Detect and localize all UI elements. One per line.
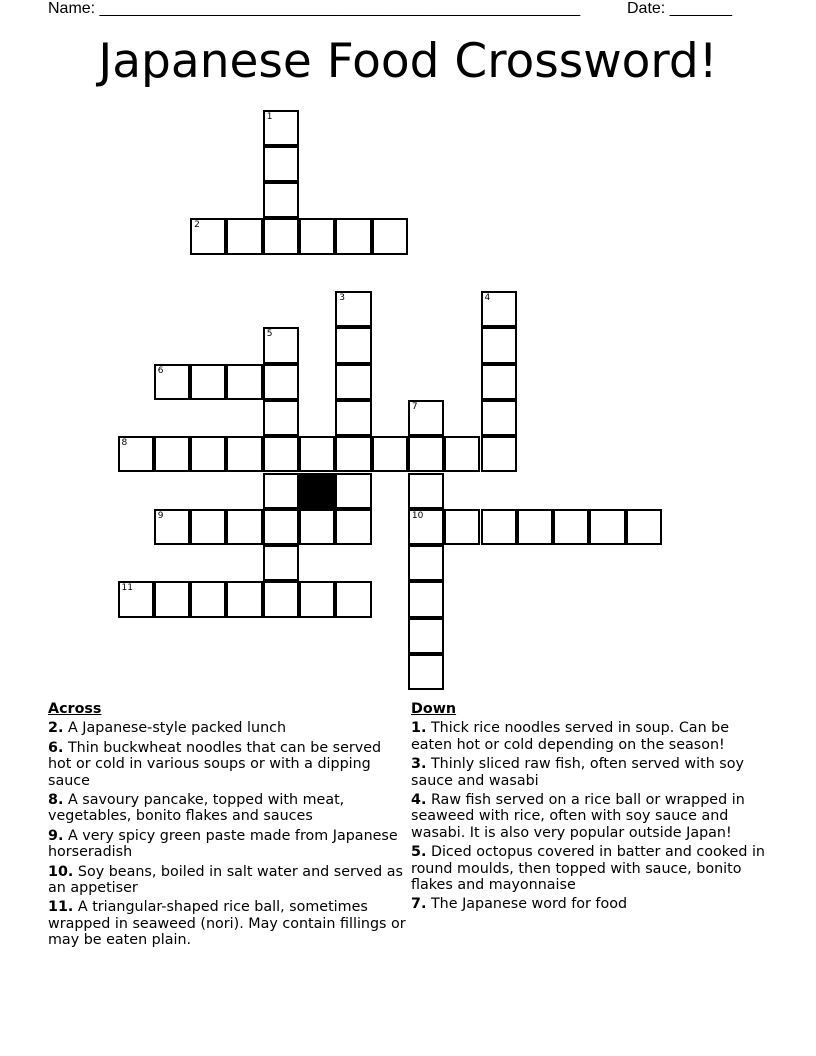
clue-number: 4 [484,293,491,303]
clue-across-11: 11. A triangular-shaped rice ball, sometimes wrapped in seaweed (nori). May contain fillings or may be eaten plain. [48,899,406,949]
clue-number: 1 [266,111,273,122]
crossword-cell[interactable] [335,364,371,400]
crossword-cell[interactable] [226,436,262,472]
clue-across-2: 2. A Japanese-style packed lunch [48,720,287,737]
page-title: Japanese Food Crossword! [98,34,718,89]
crossword-cell[interactable] [263,400,299,436]
across-clues [48,701,408,952]
clue-number: 9 [157,510,164,521]
crossword-cell[interactable] [481,509,517,545]
across-heading: Across [48,701,102,717]
down-heading: Down [411,701,457,717]
clue-number: 11 [121,583,133,594]
crossword-cell[interactable] [408,581,444,617]
crossword-cell[interactable] [190,581,226,617]
clue-down-5: 5. Diced octopus covered in batter and cooked in round moulds, then topped with sauce, bonito flakes and mayonnaise [411,844,765,894]
crossword-cell[interactable] [299,436,335,472]
crossword-cell[interactable] [263,545,299,581]
crossword-cell[interactable] [335,509,371,545]
clue-across-10: 10. Soy beans, boiled in salt water and served as an appetiser [48,863,403,897]
clue-across-6: 6. Thin buckwheat noodles that can be served hot or cold in various soups or with a dipping sauce [48,739,382,789]
crossword-cell[interactable] [481,291,517,327]
crossword-cell[interactable] [263,364,299,400]
crossword-cell[interactable] [335,327,371,363]
crossword-cell[interactable] [190,218,226,254]
crossword-cell[interactable] [263,436,299,472]
crossword-cell[interactable] [154,509,190,545]
crossword-cell[interactable] [626,509,662,545]
crossword-cell[interactable] [335,581,371,617]
crossword-cell[interactable] [263,327,299,363]
crossword-cell[interactable] [190,509,226,545]
clue-number: 3 [339,293,346,303]
crossword-cell[interactable] [335,436,371,472]
crossword-cell[interactable] [408,545,444,581]
crossword-cell[interactable] [408,473,444,509]
crossword-cell[interactable] [263,110,299,146]
crossword-cell[interactable] [263,146,299,182]
crossword-cell[interactable] [226,581,262,617]
crossword-cell[interactable] [481,400,517,436]
clue-across-9: 9. A very spicy green paste made from Japanese horseradish [48,827,398,861]
crossword-cell[interactable] [408,654,444,690]
crossword-cell[interactable] [299,509,335,545]
crossword-cell[interactable] [299,218,335,254]
crossword-cell[interactable] [226,218,262,254]
clue-down-4: 4. Raw fish served on a rice ball or wrapped in seaweed with rice, often with soy sauce and wasabi. It is also very popular outside Japan! [411,792,745,841]
crossword-cell[interactable] [408,509,444,545]
crossword-cell[interactable] [154,364,190,400]
crossword-cell[interactable] [190,364,226,400]
clue-number: 5 [266,329,273,340]
clue-across-8: 8. A savoury pancake, topped with meat, vegetables, bonito flakes and sauces [48,792,345,825]
clue-down-1: 1. Thick rice noodles served in soup. Can be eaten hot or cold depending on the season! [411,720,730,753]
crossword-cell[interactable] [226,509,262,545]
date-line[interactable]: Date: _______ [627,0,732,17]
crossword-cell[interactable] [335,291,371,327]
crossword-cell[interactable] [263,509,299,545]
crossword-cell[interactable] [517,509,553,545]
crossword-cell[interactable] [335,400,371,436]
crossword-cell[interactable] [481,436,517,472]
crossword-cell[interactable] [263,182,299,218]
crossword-cell[interactable] [444,509,480,545]
crossword-cell[interactable] [154,436,190,472]
crossword-cell[interactable] [408,436,444,472]
crossword-cell[interactable] [154,581,190,617]
crossword-cell[interactable] [408,618,444,654]
clue-number: 8 [121,438,128,449]
crossword-cell[interactable] [263,473,299,509]
black-cell [299,473,335,509]
crossword-cell[interactable] [226,364,262,400]
crossword-cell[interactable] [481,364,517,400]
crossword-cell[interactable] [118,581,154,617]
crossword-cell[interactable] [372,436,408,472]
clue-number: 10 [411,510,424,521]
clue-number: 2 [194,220,200,231]
crossword-cell[interactable] [118,436,154,472]
crossword-cell[interactable] [553,509,589,545]
crossword-cell[interactable] [299,581,335,617]
crossword-cell[interactable] [408,400,444,436]
name-line[interactable]: Name: ______________________________________________________ [48,0,581,17]
clue-number: 6 [157,365,164,376]
crossword-cell[interactable] [372,218,408,254]
clue-number: 7 [411,401,418,412]
crossword-cell[interactable] [444,436,480,472]
crossword-cell[interactable] [335,473,371,509]
crossword-cell[interactable] [263,581,299,617]
crossword-cell[interactable] [190,436,226,472]
clue-down-3: 3. Thinly sliced raw fish, often served with soy sauce and wasabi [411,756,744,789]
crossword-cell[interactable] [263,218,299,254]
crossword-cell[interactable] [589,509,625,545]
crossword-cell[interactable] [481,327,517,363]
clue-down-7: 7. The Japanese word for food [411,896,628,913]
down-clues [411,701,771,916]
crossword-cell[interactable] [335,218,371,254]
